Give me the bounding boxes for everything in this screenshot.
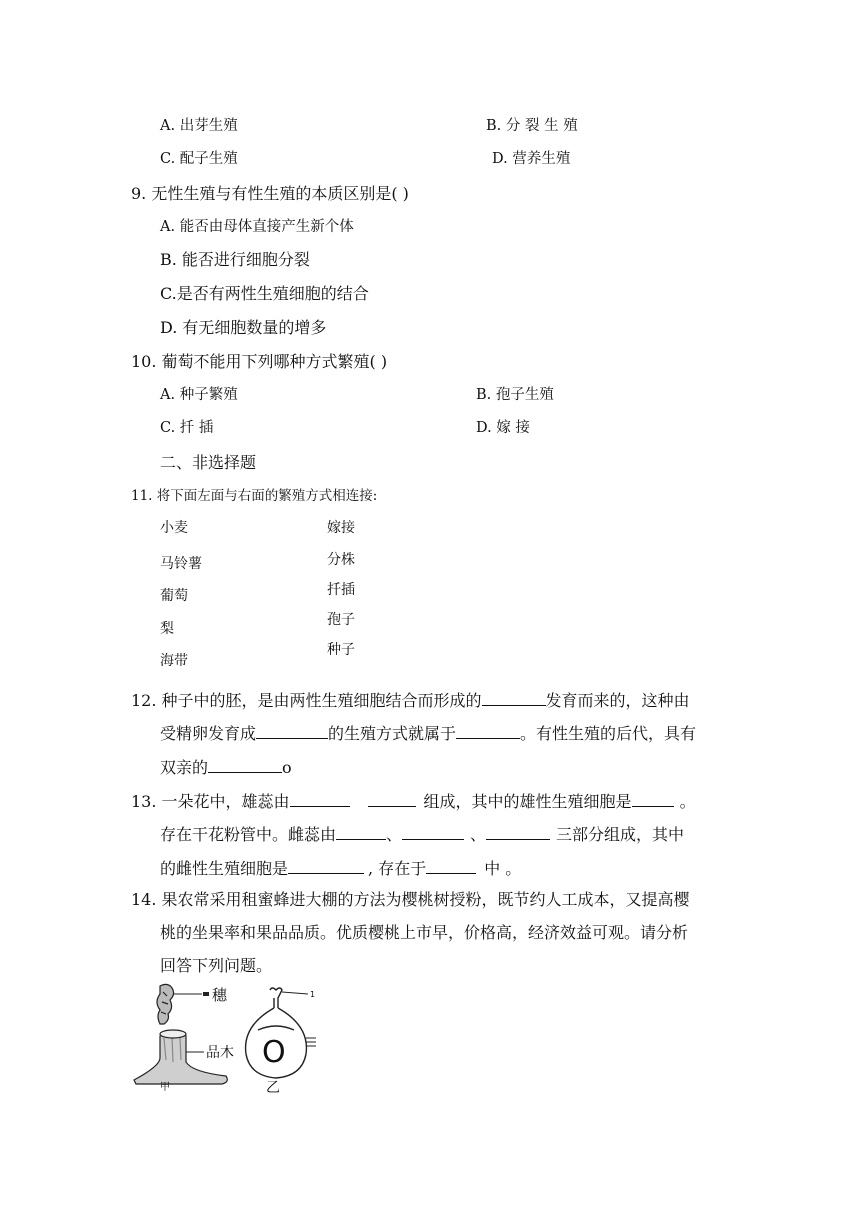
q10-option-c: C. 扦 插 [160,420,214,436]
q11-left-item: 小麦 [160,520,188,536]
q13-text: 存在干花粉管中。雌蕊由 [160,825,337,844]
q8-option-c: C. 配子生殖 [160,151,238,167]
label-jia: 甲 [160,1082,170,1093]
answer-blank[interactable] [426,856,476,874]
q13-text: , 存在于 [368,859,427,878]
q12-text: 双亲的 [160,758,209,777]
q9-option-a: A. 能否由母体直接产生新个体 [160,219,354,235]
answer-blank[interactable] [256,721,328,739]
answer-blank[interactable] [368,789,416,807]
answer-blank[interactable] [486,822,550,840]
answer-blank[interactable] [288,856,364,874]
figure-grafting-pistil [130,980,340,1100]
answer-blank[interactable] [336,822,386,840]
q13-line-3 [160,856,521,879]
label-scion: 穗 [212,986,228,1004]
q12-text: o [282,758,292,777]
pointer-mark [203,992,209,996]
q12-line-1 [131,688,690,711]
q11-right-item: 分株 [327,552,355,568]
q12-line-3 [160,755,292,778]
answer-blank[interactable] [290,789,350,807]
q8-option-a: A. 出芽生殖 [160,118,238,134]
q13-text: 三部分组成，其中 [556,825,685,844]
q11-left-item: 葡萄 [160,588,188,604]
q12-text: 。有性生殖的后代，具有 [520,724,697,743]
q11-right-item: 孢子 [327,612,355,628]
q13-text: 的雌性生殖细胞是 [160,859,289,878]
answer-blank[interactable] [632,789,674,807]
q9-option-d: D. 有无细胞数量的增多 [160,318,327,337]
q11-right-item: 种子 [327,642,355,658]
q12-text: 发育而来的，这种由 [545,691,690,710]
answer-blank[interactable] [482,688,546,706]
q9-option-b: B. 能否进行细胞分裂 [160,250,310,269]
q14-line-3: 回答下列问题。 [160,956,273,975]
answer-blank[interactable] [456,721,520,739]
scion-drawing [157,984,174,1024]
q9-stem: 9. 无性生殖与有性生殖的本质区别是( ) [131,184,409,203]
label-yi: 乙 [266,1080,280,1096]
q8-option-d: D. 营养生殖 [492,151,571,167]
q11-left-item: 马铃薯 [160,556,202,572]
q13-text: 、 [386,825,403,844]
q10-stem: 10. 葡萄不能用下列哪种方式繁殖( ) [131,352,388,371]
q13-text: 13. 一朵花中，雄蕊由 [131,792,290,811]
q13-line-1 [131,789,696,812]
q12-text: 的生殖方式就属于 [328,724,457,743]
q14-line-2: 桃的坐果率和果品品质。优质樱桃上市早，价格高，经济效益可观。请分析 [160,923,689,942]
answer-blank[interactable] [208,755,282,773]
q9-option-c: C.是否有两性生殖细胞的结合 [160,284,369,303]
q14-line-1: 14. 果农常采用租蜜蜂进大棚的方法为樱桃树授粉，既节约人工成本，又提高樱 [131,890,690,909]
q13-text: 组成，其中的雄性生殖细胞是 [423,792,632,811]
q11-right-item: 扦插 [327,582,355,598]
q8-option-b: B. 分 裂 生 殖 [486,118,578,134]
q10-option-d: D. 嫁 接 [476,420,530,436]
q12-text: 12. 种子中的胚，是由两性生殖细胞结合而形成的 [131,691,482,710]
label-ovule-o: O [262,1035,286,1070]
q11-stem: 11. 将下面左面与右面的繁殖方式相连接: [131,488,378,504]
q10-option-a: A. 种子繁殖 [160,387,238,403]
q13-text: 中 。 [484,859,522,878]
q12-text: 受精卵发育成 [160,724,257,743]
q12-line-2 [160,721,696,744]
q13-text: 。 [679,792,696,811]
answer-blank[interactable] [402,822,464,840]
q11-right-item: 嫁接 [327,520,355,536]
q11-left-item: 梨 [160,621,174,637]
q10-option-b: B. 孢子生殖 [476,387,554,403]
label-1: 1 [310,990,316,999]
q13-line-2 [160,822,684,845]
section-heading: 二、非选择题 [160,453,257,472]
q13-text: 、 [470,825,487,844]
label-stock: 品木 [206,1045,234,1061]
q11-left-item: 海带 [160,653,188,669]
